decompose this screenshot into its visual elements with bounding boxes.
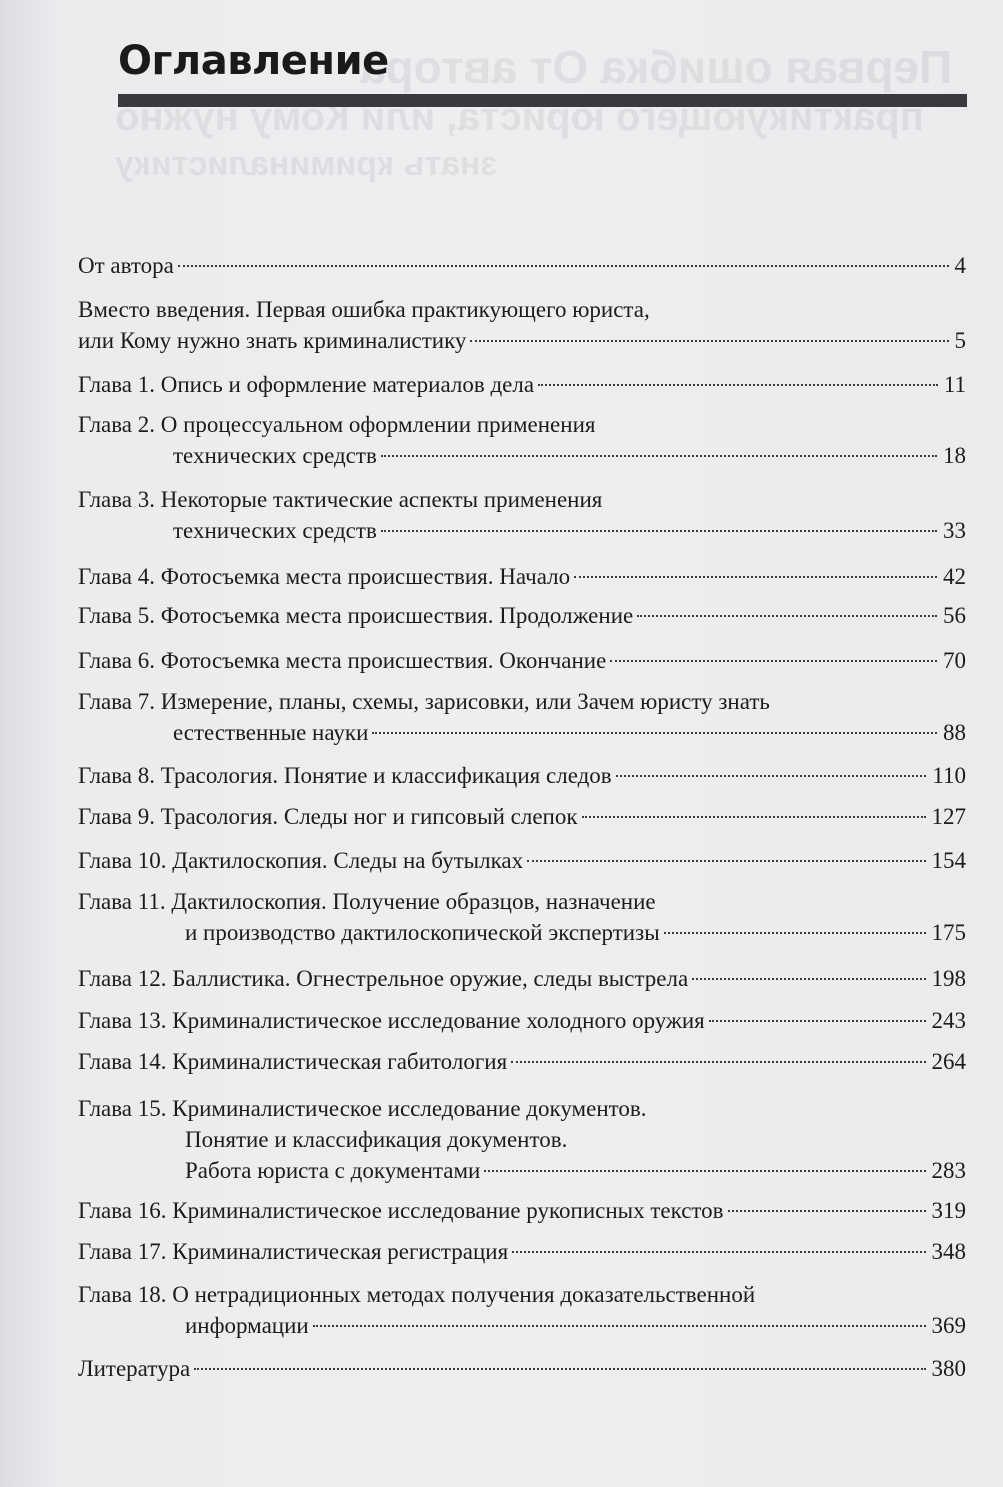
- toc-entry-title: Глава 9. Трасология. Следы ног и гипсовый слепок: [78, 804, 578, 829]
- toc-entry-title: Глава 4. Фотосъемка места происшествия. Начало: [78, 564, 571, 589]
- leader-dots: [194, 1368, 925, 1370]
- leader-dots: [178, 265, 949, 267]
- toc-page-number: 380: [931, 1356, 966, 1381]
- toc-entry-title: Глава 10. Дактилоскопия. Следы на бутылках: [78, 848, 524, 873]
- toc-entry-chapter-8[interactable]: [78, 760, 966, 791]
- toc-entry-title: Глава 15. Криминалистическое исследование документов.: [78, 1096, 647, 1121]
- toc-entry-title-cont: информации: [185, 1313, 309, 1338]
- toc-entry-title: Литература: [78, 1356, 191, 1381]
- toc-entry-title: Вместо введения. Первая ошибка практикующего юриста,: [78, 297, 650, 322]
- toc-entry-author[interactable]: [78, 250, 966, 281]
- toc-page-number: 198: [931, 966, 966, 991]
- toc-entry-title: Глава 1. Опись и оформление материалов дела: [78, 372, 535, 397]
- leader-dots: [574, 576, 937, 578]
- show-through-text: Первая ошибка От автора: [360, 41, 953, 93]
- toc-entry-title: Глава 2. О процессуальном оформлении применения: [78, 412, 596, 437]
- leader-dots: [709, 1020, 926, 1022]
- leader-dots: [610, 660, 937, 662]
- toc-entry-title: Глава 17. Криминалистическая регистрация: [78, 1239, 509, 1264]
- toc-entry-chapter-9[interactable]: [78, 801, 966, 832]
- toc-entry-title: Глава 13. Криминалистическое исследование холодного оружия: [78, 1008, 705, 1033]
- toc-page-number: 4: [954, 253, 966, 278]
- toc-entry-title: Глава 16. Криминалистическое исследование рукописных текстов: [78, 1198, 724, 1223]
- leader-dots: [616, 775, 927, 777]
- toc-entry-chapter-5[interactable]: [78, 600, 966, 631]
- toc-page-number: 56: [943, 603, 966, 628]
- toc-page-number: 319: [931, 1198, 966, 1223]
- toc-entry-chapter-18[interactable]: [78, 1279, 966, 1341]
- toc-page-number: 42: [943, 564, 966, 589]
- toc-entry-chapter-11[interactable]: [78, 886, 966, 948]
- toc-entry-chapter-4[interactable]: [78, 561, 966, 592]
- toc-entry-chapter-2[interactable]: [78, 409, 966, 471]
- leader-dots: [527, 860, 925, 862]
- toc-entry-title-cont: и производство дактилоскопической экспертизы: [185, 920, 660, 945]
- toc-entry-title: Глава 14. Криминалистическая габитология: [78, 1049, 508, 1074]
- toc-entry-chapter-13[interactable]: [78, 1005, 966, 1036]
- toc-entry-title: Глава 7. Измерение, планы, схемы, зарисовки, или Зачем юристу знать: [78, 689, 770, 714]
- toc-page-number: 175: [931, 920, 966, 945]
- toc-entry-title: Глава 8. Трасология. Понятие и классификация следов: [78, 763, 612, 788]
- leader-dots: [512, 1251, 925, 1253]
- toc-entry-chapter-7[interactable]: [78, 686, 966, 748]
- leader-dots: [381, 530, 937, 532]
- toc-entry-title: Глава 5. Фотосъемка места происшествия. Продолжение: [78, 603, 634, 628]
- toc-page-number: 88: [943, 720, 966, 745]
- leader-dots: [692, 978, 925, 980]
- toc-entry-title-cont: естественные науки: [173, 720, 369, 745]
- toc-page-number: 70: [943, 648, 966, 673]
- toc-entry-chapter-3[interactable]: [78, 484, 966, 546]
- toc-entry-chapter-12[interactable]: [78, 963, 966, 994]
- leader-dots: [313, 1325, 926, 1327]
- toc-page-number: 33: [943, 518, 966, 543]
- leader-dots: [637, 615, 937, 617]
- toc-entry-title-cont: или Кому нужно знать криминалистику: [78, 328, 467, 353]
- toc-entry-chapter-17[interactable]: [78, 1236, 966, 1267]
- leader-dots: [538, 384, 938, 386]
- leader-dots: [664, 932, 926, 934]
- toc-entry-title: Глава 3. Некоторые тактические аспекты применения: [78, 487, 603, 512]
- page-title: Оглавление: [118, 38, 389, 84]
- leader-dots: [728, 1210, 926, 1212]
- toc-page-number: 18: [943, 443, 966, 468]
- leader-dots: [372, 732, 937, 734]
- toc-entry-title-cont: Работа юриста с документами: [185, 1158, 481, 1183]
- show-through-text: знать криминалистику: [115, 145, 498, 183]
- toc-page-number: 11: [943, 372, 966, 397]
- toc-entry-title-cont: Понятие и классификация документов.: [185, 1127, 568, 1152]
- toc-page-number: 369: [931, 1313, 966, 1338]
- toc-entry-chapter-1[interactable]: [78, 369, 966, 400]
- toc-entry-title: Глава 12. Баллистика. Огнестрельное оружие, следы выстрела: [78, 966, 689, 991]
- toc-page-number: 264: [931, 1049, 966, 1074]
- leader-dots: [582, 816, 926, 818]
- toc-page-number: 110: [932, 763, 966, 788]
- toc-page-number: 348: [931, 1239, 966, 1264]
- toc-entry-intro[interactable]: [78, 294, 966, 356]
- toc-page-number: 154: [931, 848, 966, 873]
- toc-entry-title: Глава 18. О нетрадиционных методах получения доказательственной: [78, 1282, 756, 1307]
- toc-entry-title: От автора: [78, 253, 174, 278]
- show-through-text: практикующего юриста, или Кому нужно: [115, 95, 924, 139]
- leader-dots: [470, 340, 948, 342]
- toc-entry-chapter-15[interactable]: [78, 1093, 966, 1186]
- leader-dots: [381, 455, 937, 457]
- toc-entry-chapter-6[interactable]: [78, 645, 966, 676]
- leader-dots: [511, 1061, 925, 1063]
- toc-entry-chapter-16[interactable]: [78, 1195, 966, 1226]
- toc-entry-literature[interactable]: [78, 1353, 966, 1384]
- toc-entry-title: Глава 11. Дактилоскопия. Получение образцов, назначение: [78, 889, 656, 914]
- toc-entry-title-cont: технических средств: [173, 443, 377, 468]
- toc-page-number: 243: [931, 1008, 966, 1033]
- toc-page-number: 283: [931, 1158, 966, 1183]
- toc-page-number: 127: [931, 804, 966, 829]
- toc-entry-chapter-14[interactable]: [78, 1046, 966, 1077]
- toc-entry-title-cont: технических средств: [173, 518, 377, 543]
- toc-entry-title: Глава 6. Фотосъемка места происшествия. Окончание: [78, 648, 607, 673]
- leader-dots: [484, 1170, 925, 1172]
- toc-page-number: 5: [954, 328, 966, 353]
- toc-entry-chapter-10[interactable]: [78, 845, 966, 876]
